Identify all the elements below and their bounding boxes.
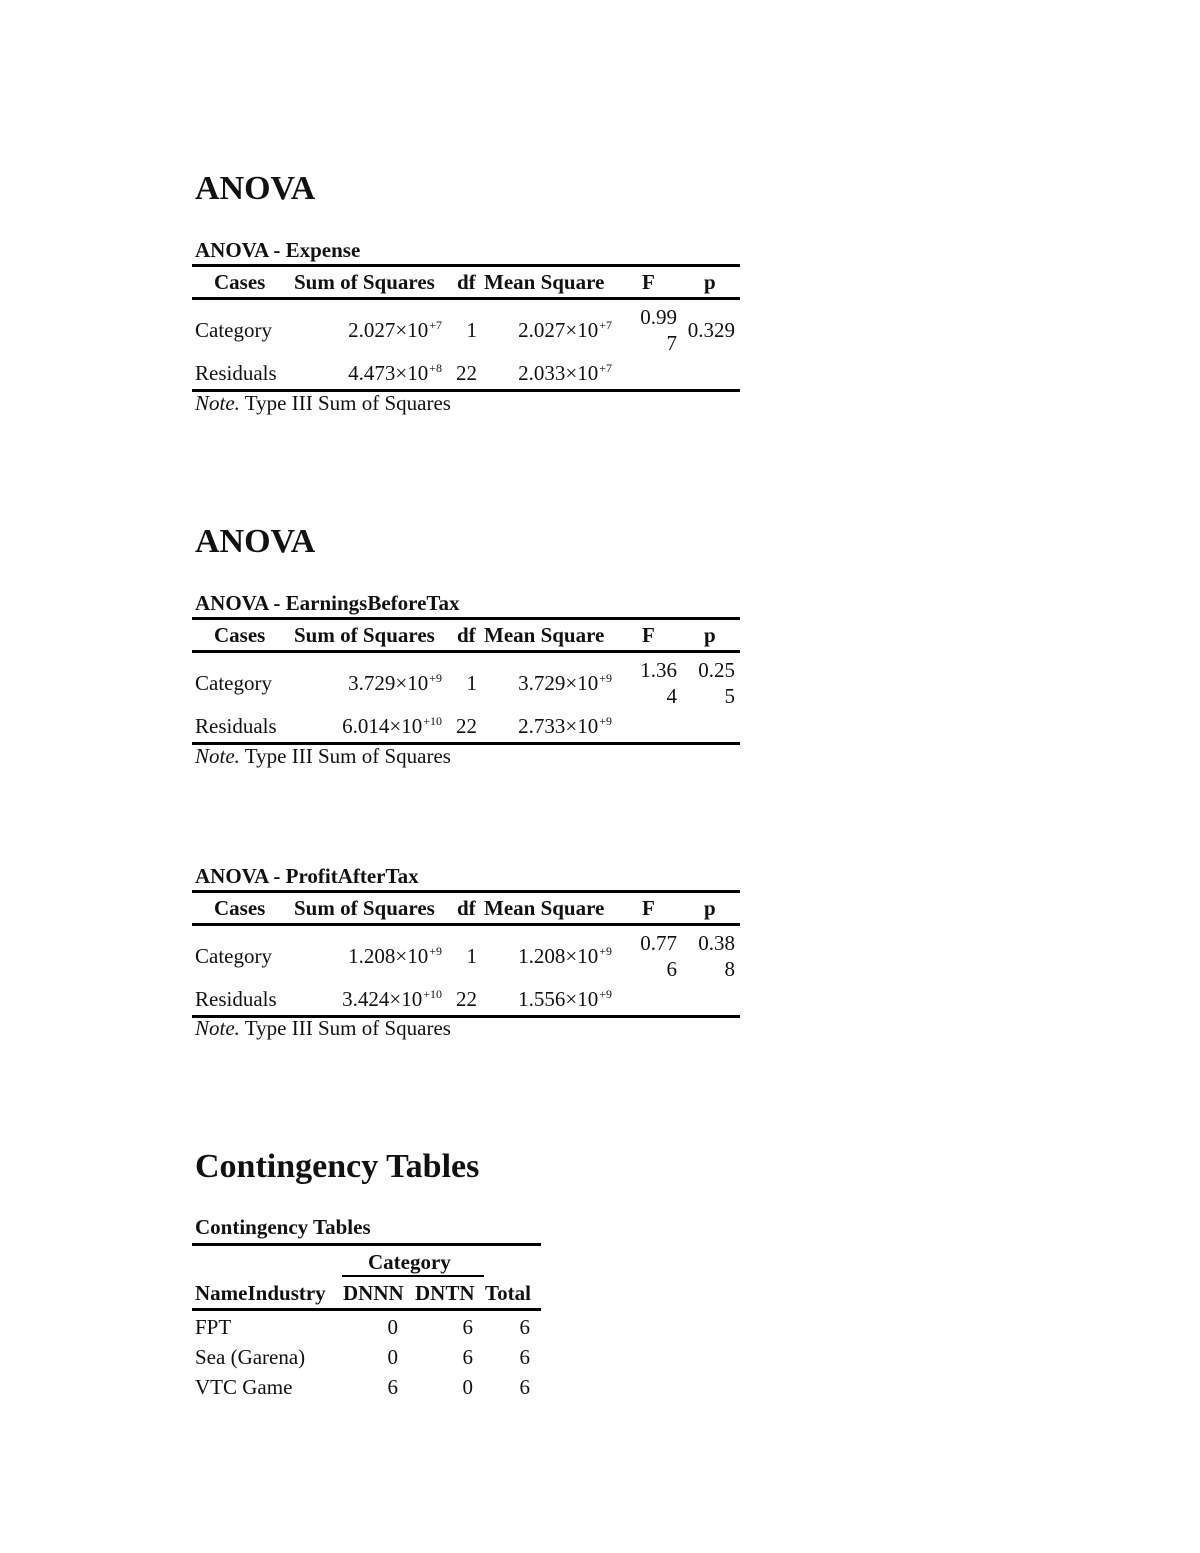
row-dntn: 6 [462,1315,473,1339]
row-f-wrap: 6 [666,957,677,981]
row-f: 1.36 [640,658,677,682]
table-row [192,1341,541,1371]
row-sum-of-squares: $1.208\times 10^{+9}$ [348,944,442,968]
table-row [192,707,740,745]
table-row [192,1371,541,1401]
row-p: 0.38 [698,931,735,955]
table-note: Note. Type III Sum of Squares [195,1016,451,1040]
section-heading: ANOVA [195,170,316,207]
table-row [192,980,740,1018]
row-sum-of-squares: $3.424\times 10^{+10}$ [342,987,442,1011]
row-case: Residuals [195,361,277,385]
anova-table [192,264,740,392]
row-mean-square: $2.033\times 10^{+7}$ [518,361,612,385]
header-cases: Cases [214,623,266,647]
header-total: Total [485,1281,531,1305]
row-df: 1 [466,944,477,968]
row-sum-of-squares: $3.729\times 10^{+9}$ [348,671,442,695]
row-mean-square: $2.027\times 10^{+7}$ [518,318,612,342]
header-p: p [704,896,716,920]
row-f: 0.99 [640,305,677,329]
row-mean-square: $2.733\times 10^{+9}$ [518,714,612,738]
row-case: Residuals [195,714,277,738]
row-mean-square: $1.208\times 10^{+9}$ [518,944,612,968]
header-mean-square: Mean Square [484,896,605,920]
row-df: 1 [466,318,477,342]
anova-table [192,617,740,745]
table-note: Note. Type III Sum of Squares [195,744,451,768]
header-p: p [704,623,716,647]
header-sum-of-squares: Sum of Squares [294,623,435,647]
row-f-wrap: 4 [666,684,677,708]
row-mean-square: $3.729\times 10^{+9}$ [518,671,612,695]
row-name: Sea (Garena) [195,1345,306,1369]
row-df: 22 [456,714,477,738]
row-p: 0.25 [698,658,735,682]
header-sum-of-squares: Sum of Squares [294,270,435,294]
table-header-row [192,890,740,926]
header-cases: Cases [214,896,266,920]
header-p: p [704,270,716,294]
row-sum-of-squares: $4.473\times 10^{+8}$ [348,361,442,385]
table-title: ANOVA - ProfitAfterTax [195,864,419,888]
row-total: 6 [519,1375,530,1399]
row-case: Category [195,671,272,695]
group-header-row [192,1246,541,1276]
row-p-wrap: 8 [724,957,735,981]
anova-table [192,890,740,1018]
row-name: FPT [195,1315,232,1339]
table-row [192,300,740,354]
row-dnnn: 0 [387,1345,398,1369]
row-p-wrap: 5 [724,684,735,708]
table-title: Contingency Tables [195,1215,371,1239]
section-heading: ANOVA [195,523,316,560]
row-df: 22 [456,987,477,1011]
header-sum-of-squares: Sum of Squares [294,896,435,920]
header-mean-square: Mean Square [484,270,605,294]
contingency-table [192,1243,541,1401]
header-mean-square: Mean Square [484,623,605,647]
table-row [192,1311,541,1341]
header-df: df [457,896,476,920]
table-header-row [192,1276,541,1311]
header-df: df [457,623,476,647]
row-case: Category [195,944,272,968]
row-dntn: 6 [462,1345,473,1369]
group-header-category: Category [368,1250,451,1274]
row-case: Residuals [195,987,277,1011]
header-f: F [642,896,655,920]
table-header-row [192,617,740,653]
row-sum-of-squares: $2.027\times 10^{+7}$ [348,318,442,342]
row-f-wrap: 7 [666,331,677,355]
row-dntn: 0 [462,1375,473,1399]
header-dntn: DNTN [415,1281,475,1305]
table-header-row [192,264,740,300]
row-total: 6 [519,1345,530,1369]
row-case: Category [195,318,272,342]
table-row [192,354,740,392]
row-df: 22 [456,361,477,385]
header-name-industry: NameIndustry [195,1281,326,1305]
row-dnnn: 6 [387,1375,398,1399]
table-title: ANOVA - EarningsBeforeTax [195,591,460,615]
row-dnnn: 0 [387,1315,398,1339]
row-f: 0.77 [640,931,677,955]
header-cases: Cases [214,270,266,294]
row-df: 1 [466,671,477,695]
header-df: df [457,270,476,294]
section-heading: Contingency Tables [195,1148,480,1185]
row-mean-square: $1.556\times 10^{+9}$ [518,987,612,1011]
table-row [192,653,740,707]
row-name: VTC Game [195,1375,293,1399]
row-total: 6 [519,1315,530,1339]
header-f: F [642,270,655,294]
table-row [192,926,740,980]
table-note: Note. Type III Sum of Squares [195,391,451,415]
table-title: ANOVA - Expense [195,238,361,262]
header-dnnn: DNNN [343,1281,404,1305]
header-f: F [642,623,655,647]
row-p: 0.329 [687,318,735,342]
row-sum-of-squares: $6.014\times 10^{+10}$ [342,714,442,738]
